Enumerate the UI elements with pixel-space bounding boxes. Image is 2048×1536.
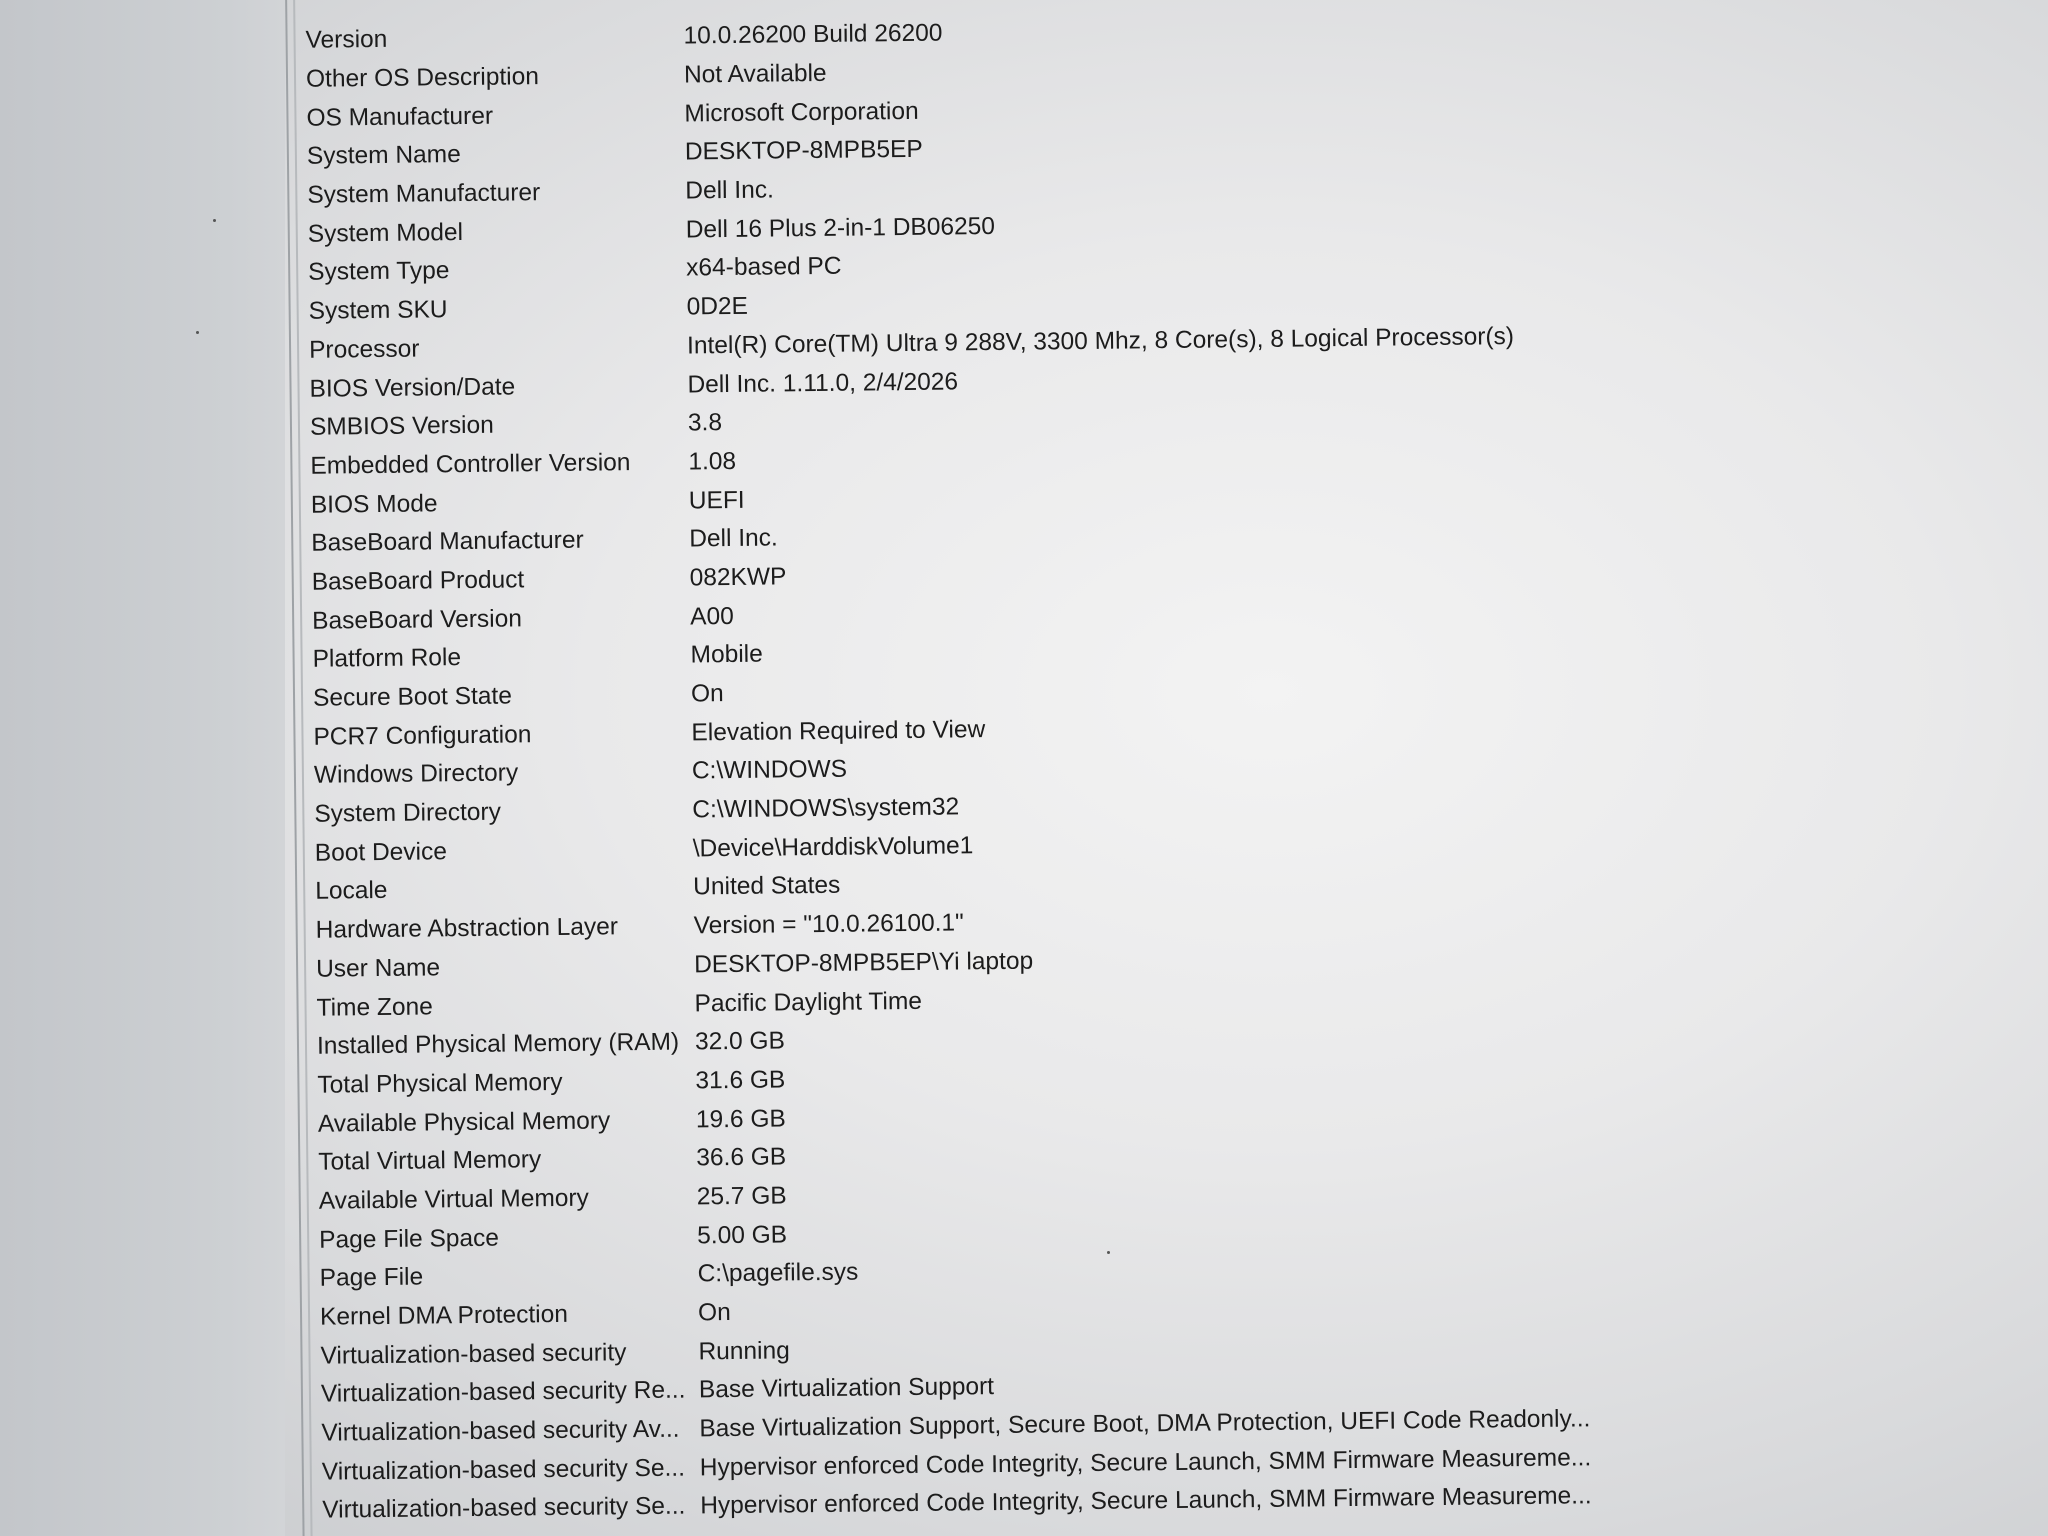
item-cell: PCR7 Configuration	[313, 720, 532, 751]
item-cell: Embedded Controller Version	[310, 449, 631, 480]
item-cell: Secure Boot State	[312, 682, 513, 712]
item-cell: User Name	[315, 954, 441, 983]
item-cell: BIOS Version/Date	[309, 372, 516, 403]
item-cell: Installed Physical Memory (RAM)	[316, 1028, 680, 1060]
item-cell: Windows Directory	[313, 759, 519, 790]
item-cell: Available Physical Memory	[317, 1106, 611, 1138]
item-cell: BaseBoard Manufacturer	[311, 526, 584, 558]
value-cell: 5.00 GB	[697, 1221, 788, 1250]
item-cell: OS Manufacturer	[306, 102, 494, 132]
system-summary-rows	[297, 7, 1591, 1530]
value-cell: United States	[693, 872, 841, 901]
item-cell: Time Zone	[316, 992, 433, 1022]
item-cell: Boot Device	[314, 838, 448, 867]
screen-speck	[196, 331, 199, 334]
value-cell: Microsoft Corporation	[684, 97, 919, 128]
value-cell: Dell Inc. 1.11.0, 2/4/2026	[687, 367, 959, 398]
value-cell: 31.6 GB	[695, 1066, 786, 1095]
value-cell: C:\pagefile.sys	[697, 1258, 859, 1288]
item-cell: BaseBoard Product	[311, 566, 525, 596]
value-cell: 25.7 GB	[696, 1182, 787, 1211]
item-cell: Available Virtual Memory	[318, 1184, 589, 1215]
value-cell: C:\WINDOWS\system32	[692, 793, 960, 824]
item-cell: Hardware Abstraction Layer	[315, 913, 619, 944]
value-cell: Dell Inc.	[685, 176, 774, 205]
item-cell: Platform Role	[312, 644, 462, 674]
value-cell: On	[690, 680, 724, 708]
item-cell: BaseBoard Version	[312, 605, 523, 635]
item-cell: System Type	[308, 257, 450, 287]
value-cell: Hypervisor enforced Code Integrity, Secure Launch, SMM Firmware Measureme...	[699, 1444, 1592, 1482]
value-cell: UEFI	[688, 486, 745, 515]
value-cell: DESKTOP-8MPB5EP	[684, 136, 923, 166]
value-cell: A00	[690, 602, 734, 631]
value-cell: 3.8	[687, 409, 723, 437]
value-cell: 19.6 GB	[695, 1104, 786, 1134]
item-cell: SMBIOS Version	[309, 411, 494, 441]
value-cell: Dell Inc.	[689, 524, 778, 553]
item-cell: Total Virtual Memory	[318, 1146, 542, 1176]
item-cell: System Directory	[314, 798, 502, 828]
screen-speck	[213, 219, 216, 222]
item-cell: Other OS Description	[305, 63, 540, 93]
item-cell: Page File	[319, 1263, 424, 1293]
value-cell: Dell 16 Plus 2-in-1 DB06250	[685, 212, 996, 244]
item-cell: Kernel DMA Protection	[319, 1300, 569, 1331]
value-cell: Hypervisor enforced Code Integrity, Secure Launch, SMM Firmware Measureme...	[700, 1482, 1592, 1520]
item-cell: BIOS Mode	[310, 489, 438, 519]
value-cell: Mobile	[690, 640, 763, 669]
item-cell: System SKU	[308, 296, 448, 325]
value-cell: Intel(R) Core(TM) Ultra 9 288V, 3300 Mhz, 8 Core(s), 8 Logical Processor(s)	[686, 322, 1515, 360]
value-cell: Running	[698, 1337, 790, 1366]
item-cell: System Name	[306, 141, 461, 171]
value-cell: 0D2E	[686, 292, 749, 321]
value-cell: Base Virtualization Support	[698, 1373, 995, 1404]
value-cell: \Device\HarddiskVolume1	[692, 832, 974, 863]
item-cell: Version	[305, 26, 388, 55]
item-cell: System Model	[307, 218, 464, 248]
item-cell: Page File Space	[319, 1224, 500, 1254]
value-cell: Pacific Daylight Time	[694, 987, 923, 1017]
value-cell: Version = "10.0.26100.1"	[693, 909, 964, 940]
value-cell: 32.0 GB	[694, 1027, 786, 1056]
value-cell: 36.6 GB	[696, 1143, 787, 1172]
value-cell: Not Available	[683, 59, 827, 89]
item-cell: Virtualization-based security Se...	[321, 1454, 686, 1486]
item-cell: Locale	[315, 877, 388, 906]
value-cell: x64-based PC	[686, 253, 842, 282]
value-cell: Elevation Required to View	[691, 715, 986, 747]
value-cell: 1.08	[688, 447, 737, 476]
value-cell: On	[697, 1299, 731, 1327]
value-cell: C:\WINDOWS	[691, 756, 848, 785]
value-cell: DESKTOP-8MPB5EP\Yi laptop	[693, 947, 1034, 979]
item-cell: Virtualization-based security Se...	[322, 1493, 686, 1525]
item-cell: Processor	[308, 335, 420, 364]
value-cell: 10.0.26200 Build 26200	[683, 19, 943, 50]
navigation-pane-edge	[0, 0, 285, 1536]
item-cell: Virtualization-based security Re...	[320, 1376, 686, 1409]
item-cell: Total Physical Memory	[317, 1068, 563, 1099]
value-cell: Base Virtualization Support, Secure Boot, DMA Protection, UEFI Code Readonly...	[699, 1405, 1591, 1443]
item-cell: System Manufacturer	[307, 179, 541, 209]
system-summary-list	[285, 0, 2048, 1536]
item-cell: Virtualization-based security Av...	[321, 1415, 680, 1447]
item-cell: Virtualization-based security	[320, 1338, 627, 1370]
value-cell: 082KWP	[689, 563, 787, 592]
